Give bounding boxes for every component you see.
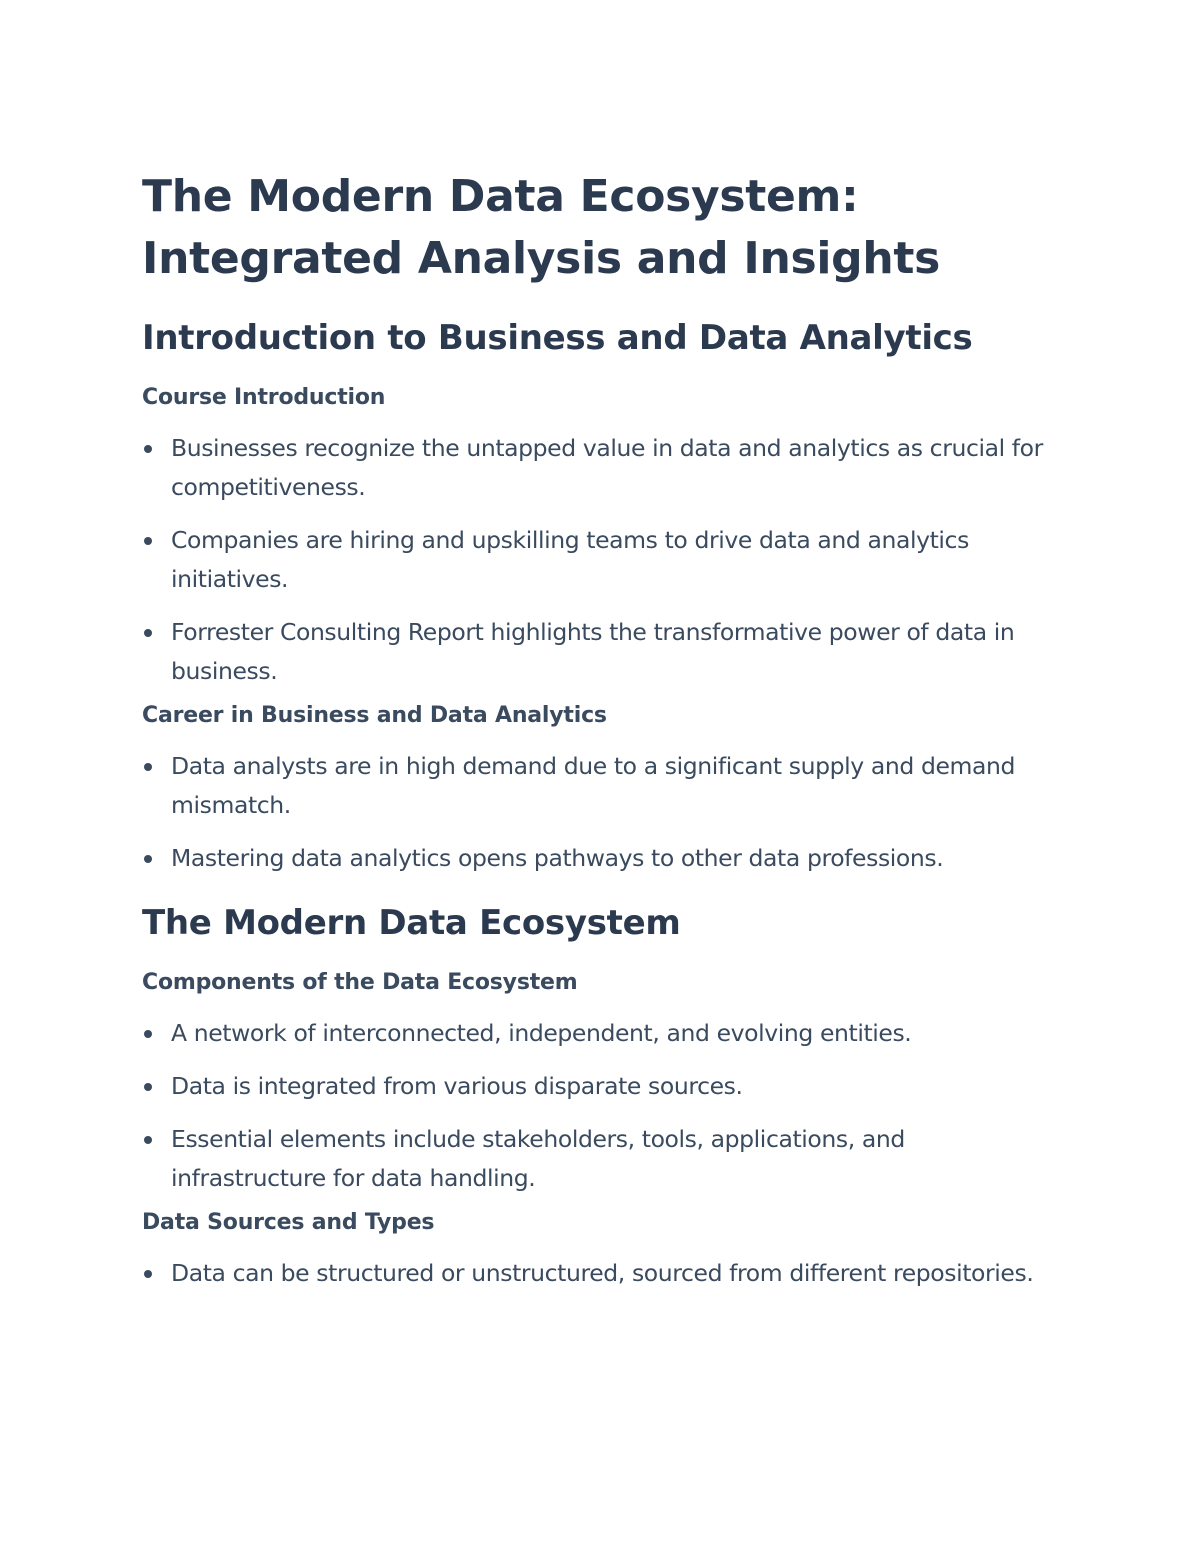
section-business-analytics	[142, 316, 1062, 878]
list-item-text: Data analysts are in high demand due to a significant supply and demand mismatch.	[171, 752, 1016, 819]
list-item	[142, 1254, 1062, 1293]
list-item-text: Data can be structured or unstructured, sourced from different repositories.	[171, 1259, 1034, 1287]
list-item-text: Businesses recognize the untapped value in data and analytics as crucial for competitiveness.	[171, 434, 1043, 501]
bullet-icon	[144, 445, 152, 453]
list-item	[142, 429, 1062, 507]
list-item	[142, 1067, 1062, 1106]
list-item	[142, 1014, 1062, 1053]
list-item	[142, 613, 1062, 691]
bullet-icon	[144, 763, 152, 771]
document-title	[142, 166, 1062, 290]
bullet-icon	[144, 1270, 152, 1278]
bullet-icon	[144, 1136, 152, 1144]
bullet-list	[142, 1254, 1062, 1293]
document-title-line-2: Integrated Analysis and Insights	[142, 233, 940, 284]
document-page	[142, 166, 1062, 1293]
section-heading: The Modern Data Ecosystem	[142, 903, 681, 943]
list-item	[142, 747, 1062, 825]
list-item-text: Essential elements include stakeholders, tools, applications, and infrastructure for data handling.	[171, 1125, 905, 1192]
list-item	[142, 521, 1062, 599]
subsection-heading: Career in Business and Data Analytics	[142, 703, 607, 728]
bullet-icon	[144, 1083, 152, 1091]
bullet-list	[142, 1014, 1062, 1198]
list-item-text: Forrester Consulting Report highlights the transformative power of data in business.	[171, 618, 1015, 685]
bullet-list	[142, 429, 1062, 691]
bullet-icon	[144, 1030, 152, 1038]
list-item	[142, 1120, 1062, 1198]
subsection-heading: Data Sources and Types	[142, 1210, 435, 1235]
section-heading: Introduction to Business and Data Analytics	[142, 318, 973, 358]
bullet-icon	[144, 629, 152, 637]
list-item-text: Companies are hiring and upskilling teams to drive data and analytics initiatives.	[171, 526, 969, 593]
bullet-list	[142, 747, 1062, 878]
list-item-text: A network of interconnected, independent, and evolving entities.	[171, 1019, 912, 1047]
subsection-heading: Components of the Data Ecosystem	[142, 970, 578, 995]
list-item-text: Data is integrated from various disparate sources.	[171, 1072, 743, 1100]
list-item-text: Mastering data analytics opens pathways to other data professions.	[171, 844, 944, 872]
bullet-icon	[144, 537, 152, 545]
section-modern-data-ecosystem	[142, 901, 1062, 1293]
list-item	[142, 839, 1062, 878]
subsection-heading: Course Introduction	[142, 385, 386, 410]
document-title-line-1: The Modern Data Ecosystem:	[142, 171, 859, 222]
bullet-icon	[144, 855, 152, 863]
